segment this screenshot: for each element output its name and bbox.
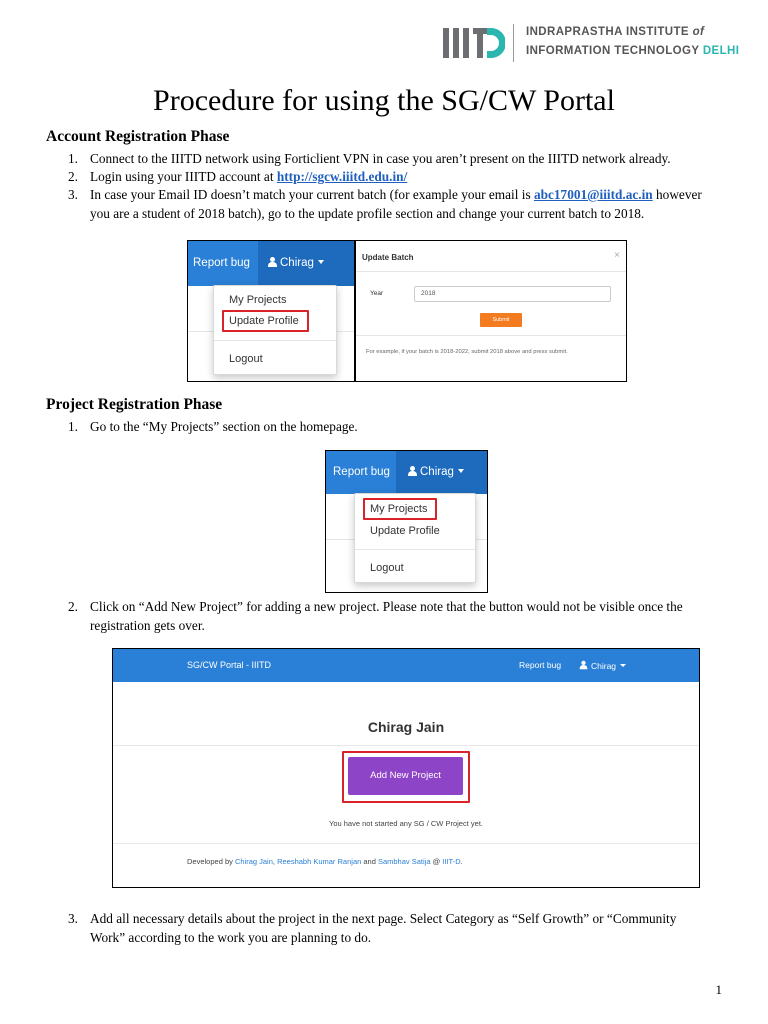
caret-down-icon [620,664,626,667]
screenshot-user-menu [187,240,355,382]
user-menu-toggle[interactable]: Chirag [579,660,626,671]
report-bug-link[interactable]: Report bug [333,466,390,478]
list-text-continued: registration gets over. [90,618,205,633]
list-number: 2. [68,599,78,614]
list-text: Add all necessary details about the project in the next page. Select Category as “Self Growth” or “Community [90,911,677,926]
portal-navbar [113,649,699,682]
list-text: Go to the “My Projects” section on the homepage. [90,419,358,434]
report-bug-link[interactable]: Report bug [193,257,250,269]
year-input[interactable]: 2018 [414,286,611,302]
screenshot-my-projects-menu [325,450,488,593]
list-item [68,167,728,186]
navbar [326,451,487,494]
caret-down-icon [318,260,324,264]
highlight-box [222,310,309,332]
caret-down-icon [458,469,464,473]
logo-divider [513,24,514,62]
iiitd-logo-mark [443,28,505,58]
divider [113,843,699,844]
list-item [68,417,728,436]
highlight-box [363,498,437,520]
screenshot-update-batch-modal [355,240,627,382]
add-new-project-button[interactable]: Add New Project [348,757,463,795]
institute-name-line1: INDRAPRASTHA INSTITUTE of [526,26,705,38]
modal-help-text: For example, if your batch is 2018-2022, submit 2018 above and press submit. [366,349,568,355]
developer-link[interactable]: Reeshabh Kumar Ranjan [277,857,362,866]
user-name-heading: Chirag Jain [367,719,445,735]
list-number: 3. [68,187,78,202]
navbar [188,241,354,286]
list-number: 1. [68,151,78,166]
user-icon [580,661,588,670]
menu-divider [355,549,475,550]
user-dropdown [354,493,476,583]
institute-name-line2: INFORMATION TECHNOLOGY DELHI [526,45,740,57]
highlight-box [342,751,470,803]
list-item [68,909,728,947]
org-link[interactable]: IIIT-D [442,857,461,866]
list-text-continued: Work” according to the work you are planning to do. [90,930,372,945]
list-item [68,185,728,223]
list-number: 3. [68,911,78,926]
list-text: In case your Email ID doesn’t match your current batch (for example your email is abc17001@iiitd.ac.in however [90,187,702,202]
menu-item-update-profile[interactable]: Update Profile [370,525,440,537]
menu-item-my-projects[interactable]: My Projects [370,503,428,515]
modal-divider [356,335,626,336]
section-heading-account: Account Registration Phase [46,128,230,145]
user-menu-toggle[interactable]: Chirag [268,257,324,269]
portal-brand[interactable]: SG/CW Portal - IIITD [187,660,272,670]
close-icon[interactable]: × [614,250,620,261]
list-number: 1. [68,419,78,434]
submit-button[interactable]: Submit [480,313,522,327]
institute-logo [443,22,743,64]
empty-projects-message: You have not started any SG / CW Project yet. [329,819,483,828]
menu-item-logout[interactable]: Logout [229,353,263,365]
menu-divider [214,340,336,341]
year-label: Year [370,290,384,297]
screenshot-portal-home [112,648,700,888]
developer-link[interactable]: Sambhav Satija [377,857,431,866]
portal-footer: Developed by Chirag Jain, Reeshabh Kumar Ranjan and Sambhav Satija @ IIIT-D. [187,857,463,866]
list-number: 2. [68,169,78,184]
modal-divider [356,271,626,272]
menu-item-logout[interactable]: Logout [370,562,404,574]
portal-link[interactable]: http://sgcw.iiitd.edu.in/ [276,169,408,184]
list-text-continued: you are a student of 2018 batch), go to the update profile section and change your current batch to 2018. [90,206,645,221]
user-dropdown [213,285,337,375]
page-title: Procedure for using the SG/CW Portal [153,84,615,117]
list-text: Login using your IIITD account at http://sgcw.iiitd.edu.in/ [90,169,408,184]
divider [113,745,699,746]
user-icon [268,257,277,267]
modal-title: Update Batch [362,253,414,262]
list-item [68,597,728,635]
developer-link[interactable]: Chirag Jain [234,857,273,866]
section-heading-project: Project Registration Phase [46,396,223,413]
report-bug-link[interactable]: Report bug [519,660,562,670]
list-item [68,149,728,168]
list-text: Click on “Add New Project” for adding a new project. Please note that the button would not be visible once the [90,599,683,614]
page-number: 1 [715,982,722,997]
menu-item-update-profile[interactable]: Update Profile [229,315,299,327]
user-menu-toggle[interactable]: Chirag [408,466,464,478]
email-link[interactable]: abc17001@iiitd.ac.in [533,187,653,202]
menu-item-my-projects[interactable]: My Projects [229,294,287,306]
list-text: Connect to the IIITD network using Forticlient VPN in case you aren’t present on the IIITD network already. [90,151,671,166]
user-icon [408,466,417,476]
